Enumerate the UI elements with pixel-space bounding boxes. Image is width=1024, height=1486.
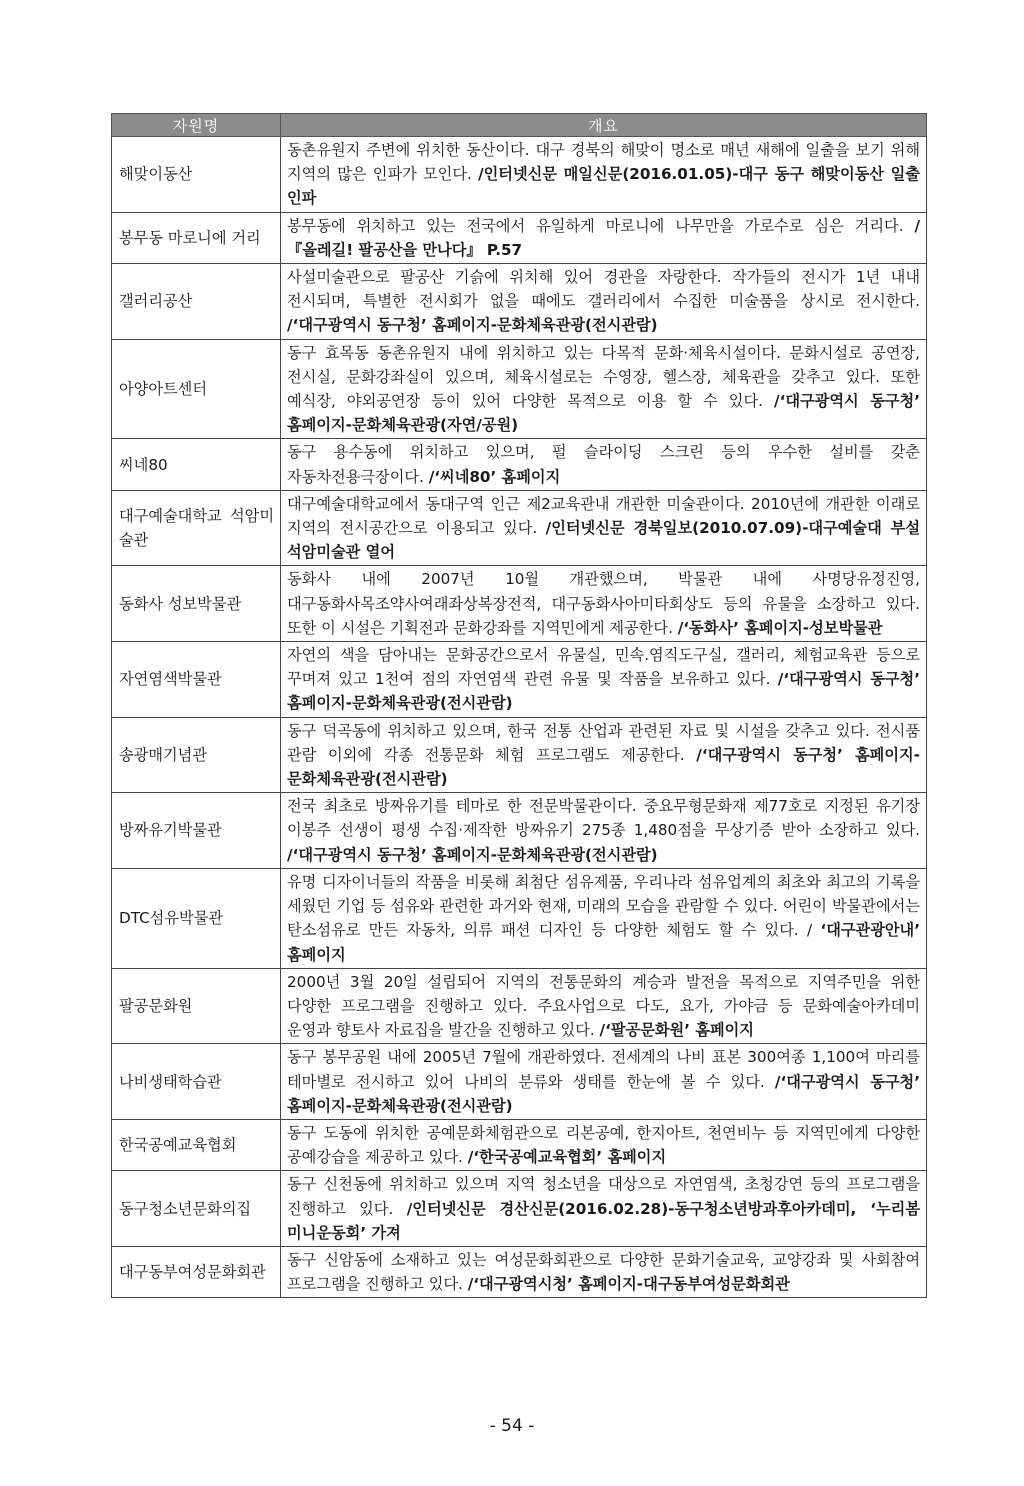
resource-summary-cell: [281, 868, 927, 968]
summary-source: /‘대구광역시 동구청’ 홈페이지-문화체육관광(전시관람): [287, 1072, 920, 1115]
summary-source: /‘대구광역시 동구청’ 홈페이지-문화체육관광(전시관람): [287, 745, 920, 789]
summary-text: 대구예술대학교에서 동대구역 인근 제2교육관내 개관한 미술관이다. 2010년에 개관한 이래로 지역의 전시공간으로 이용되고 있다.: [287, 494, 920, 538]
table-row: [112, 1119, 927, 1170]
table-row: [112, 339, 927, 439]
table-row: [112, 566, 927, 642]
summary-text: 봉무동에 위치하고 있는 전국에서 유일하게 마로니에 나무만을 가로수로 심은 거리다.: [287, 216, 915, 235]
summary-source: ‘대구관광안내’ 홈페이지: [287, 921, 920, 964]
page-number: - 54 -: [489, 1416, 535, 1436]
resource-summary-cell: [281, 339, 927, 439]
summary-source: /‘동화사’ 홈페이지-성보박물관: [677, 618, 883, 637]
resource-name-cell: 봉무동 마로니에 거리: [112, 212, 281, 263]
summary-text: 동구 효목동 동촌유원지 내에 위치하고 있는 다목적 문화·체육시설이다. 문화시설로 공연장, 전시실, 문화강좌실이 있으며, 체육시설로는 수영장, 헬스장, 체육관을 갖추고 있다. 또한 예식장, 야외공연장 등이 있어 다양한 목적으로 이용 할 수 있다.: [287, 343, 920, 411]
summary-text: 사설미술관으로 팔공산 기슭에 위치해 있어 경관을 자랑한다. 작가들의 전시가 1년 내내 전시되며, 특별한 전시회가 없을 때에도 갤러리에서 수집한 미술품을 상시로 전시한다.: [287, 268, 920, 311]
table-row: [112, 490, 927, 566]
summary-source: /‘대구광역시 동구청’ 홈페이지-문화체육관광(전시관람): [287, 670, 921, 713]
resource-name-cell: 대구동부여성문화회관: [112, 1246, 281, 1297]
summary-source: /‘대구광역시 동구청’ 홈페이지-문화체육관광(자연/공원): [287, 392, 920, 435]
table-row: [112, 212, 927, 263]
resource-name-cell: 대구예술대학교 석암미술관: [112, 490, 281, 566]
resource-summary-cell: [281, 968, 927, 1044]
table-row: [112, 264, 927, 340]
resource-name-cell: 팔공문화원: [112, 968, 281, 1044]
table-row: [112, 793, 927, 869]
table-header-row: [112, 114, 927, 137]
summary-text: 동촌유원지 주변에 위치한 동산이다. 대구 경북의 해맞이 명소로 매년 새해에 일출을 보기 위해 지역의 많은 인파가 모인다.: [287, 141, 920, 184]
summary-text: 전국 최초로 방짜유기를 테마로 한 전문박물관이다. 중요무형문화재 제77호로 지정된 유기장 이봉주 선생이 평생 수집·제작한 방짜유기 275종 1,480점을 무상기증 받아 소장하고 있다.: [287, 797, 920, 840]
summary-text: 동구 용수동에 위치하고 있으며, 펄 슬라이딩 스크린 등의 우수한 설비를 갖춘 자동차전용극장이다.: [287, 443, 920, 486]
summary-source: /인터넷신문 경북일보(2010.07.09)-대구예술대 부설 석암미술관 열어: [287, 519, 920, 562]
resource-summary-cell: [281, 566, 927, 642]
resource-table: [111, 113, 927, 1298]
resource-summary-cell: [281, 1246, 927, 1297]
table-row: [112, 1171, 927, 1247]
resource-summary-cell: [281, 642, 927, 718]
header-summary: 개요: [281, 114, 927, 137]
table-row: [112, 868, 927, 968]
resource-summary-cell: [281, 717, 927, 793]
resource-summary-cell: [281, 137, 927, 213]
summary-text: 동구 도동에 위치한 공예문화체험관으로 리본공예, 한지아트, 천연비누 등 지역민에게 다양한 공예강습을 제공하고 있다.: [287, 1123, 920, 1167]
resource-name-cell: 씨네80: [112, 439, 281, 490]
summary-source: /‘대구광역시 동구청’ 홈페이지-문화체육관광(전시관람): [287, 316, 658, 335]
summary-source: /‘한국공예교육협회’ 홈페이지: [467, 1148, 667, 1167]
summary-source: /‘대구광역시청’ 홈페이지-대구동부여성문화회관: [467, 1275, 790, 1294]
table-row: [112, 642, 927, 718]
resource-name-cell: 아양아트센터: [112, 339, 281, 439]
resource-summary-cell: [281, 212, 927, 263]
resource-summary-cell: [281, 793, 927, 869]
resource-summary-cell: [281, 439, 927, 490]
table-row: [112, 1246, 927, 1297]
resource-summary-cell: [281, 490, 927, 566]
resource-name-cell: DTC섬유박물관: [112, 868, 281, 968]
resource-name-cell: 나비생태학습관: [112, 1044, 281, 1120]
summary-text: 동구 봉무공원 내에 2005년 7월에 개관하였다. 전세계의 나비 표본 300여종 1,100여 마리를 테마별로 전시하고 있어 나비의 분류와 생태를 한눈에 볼 수 있다.: [287, 1048, 920, 1091]
resource-summary-cell: [281, 1044, 927, 1120]
summary-text: 동화사 내에 2007년 10월 개관했으며, 박물관 내에 사명당유정진영, 대구동화사목조약사여래좌상복장전적, 대구동화사아미타회상도 등의 유물을 소장하고 있다. 또한 이 시설은 기획전과 문화강좌를 지역민에게 제공한다.: [287, 570, 920, 637]
summary-text: 2000년 3월 20일 설립되어 지역의 전통문화의 계승과 발전을 목적으로 지역주민을 위한 다양한 프로그램을 진행하고 있다. 주요사업으로 다도, 요가, 가야금 등 문화예술아카데미 운영과 향토사 자료집을 발간을 진행하고 있다.: [287, 972, 920, 1040]
summary-source: /‘대구광역시 동구청’ 홈페이지-문화체육관광(전시관람): [287, 845, 658, 864]
summary-text: 동구 덕곡동에 위치하고 있으며, 한국 전통 산업과 관련된 자료 및 시설을 갖추고 있다. 전시품 관람 이외에 각종 전통문화 체험 프로그램도 제공한다.: [287, 721, 920, 764]
resource-summary-cell: [281, 1119, 927, 1170]
table-row: [112, 137, 927, 213]
resource-name-cell: 방짜유기박물관: [112, 793, 281, 869]
header-resource-name: 자원명: [112, 114, 281, 137]
table-row: [112, 968, 927, 1044]
resource-name-cell: 해맞이동산: [112, 137, 281, 213]
summary-source: /『올레길! 팔공산을 만나다』 P.57: [287, 216, 921, 259]
resource-summary-cell: [281, 1171, 927, 1247]
resource-name-cell: 동화사 성보박물관: [112, 566, 281, 642]
resource-name-cell: 갤러리공산: [112, 264, 281, 340]
summary-source: /‘씨네80’ 홈페이지: [428, 467, 561, 486]
resource-name-cell: 자연염색박물관: [112, 642, 281, 718]
table-row: [112, 1044, 927, 1120]
summary-text: 동구 신천동에 위치하고 있으며 지역 청소년을 대상으로 자연염색, 초청강연 등의 프로그램을 진행하고 있다.: [287, 1175, 920, 1218]
table-row: [112, 717, 927, 793]
summary-text: 동구 신암동에 소재하고 있는 여성문화회관으로 다양한 문화기술교육, 교양강좌 및 사회참여 프로그램을 진행하고 있다.: [287, 1250, 920, 1294]
summary-text: 유명 디자이너들의 작품을 비롯해 최첨단 섬유제품, 우리나라 섬유업계의 최초와 최고의 기록을 세웠던 기업 등 섬유와 관련한 과거와 현재, 미래의 모습을 관람할 수 있다. 어린이 박물관에서는 탄소섬유로 만든 자동차, 의류 패션 디자인 등 다양한 체험도 할 수 있다. /: [287, 872, 920, 940]
summary-text: 자연의 색을 담아내는 문화공간으로서 유물실, 민속.염직도구실, 갤러리, 체험교육관 등으로 꾸며져 있고 1천여 점의 자연염색 관련 유물 및 작품을 보유하고 있다.: [287, 646, 920, 689]
resource-name-cell: 동구청소년문화의집: [112, 1171, 281, 1247]
resource-summary-cell: [281, 264, 927, 340]
summary-source: /인터넷신문 매일신문(2016.01.05)-대구 동구 해맞이동산 일출 인파: [287, 165, 920, 208]
resource-name-cell: 한국공예교육협회: [112, 1119, 281, 1170]
table-row: [112, 439, 927, 490]
summary-source: /‘팔공문화원’ 홈페이지: [599, 1021, 754, 1040]
table-body: [112, 137, 927, 1298]
resource-name-cell: 송광매기념관: [112, 717, 281, 793]
summary-source: /인터넷신문 경산신문(2016.02.28)-동구청소년방과후아카데미, ‘누리봄 미니운동회’ 가져: [287, 1199, 920, 1242]
